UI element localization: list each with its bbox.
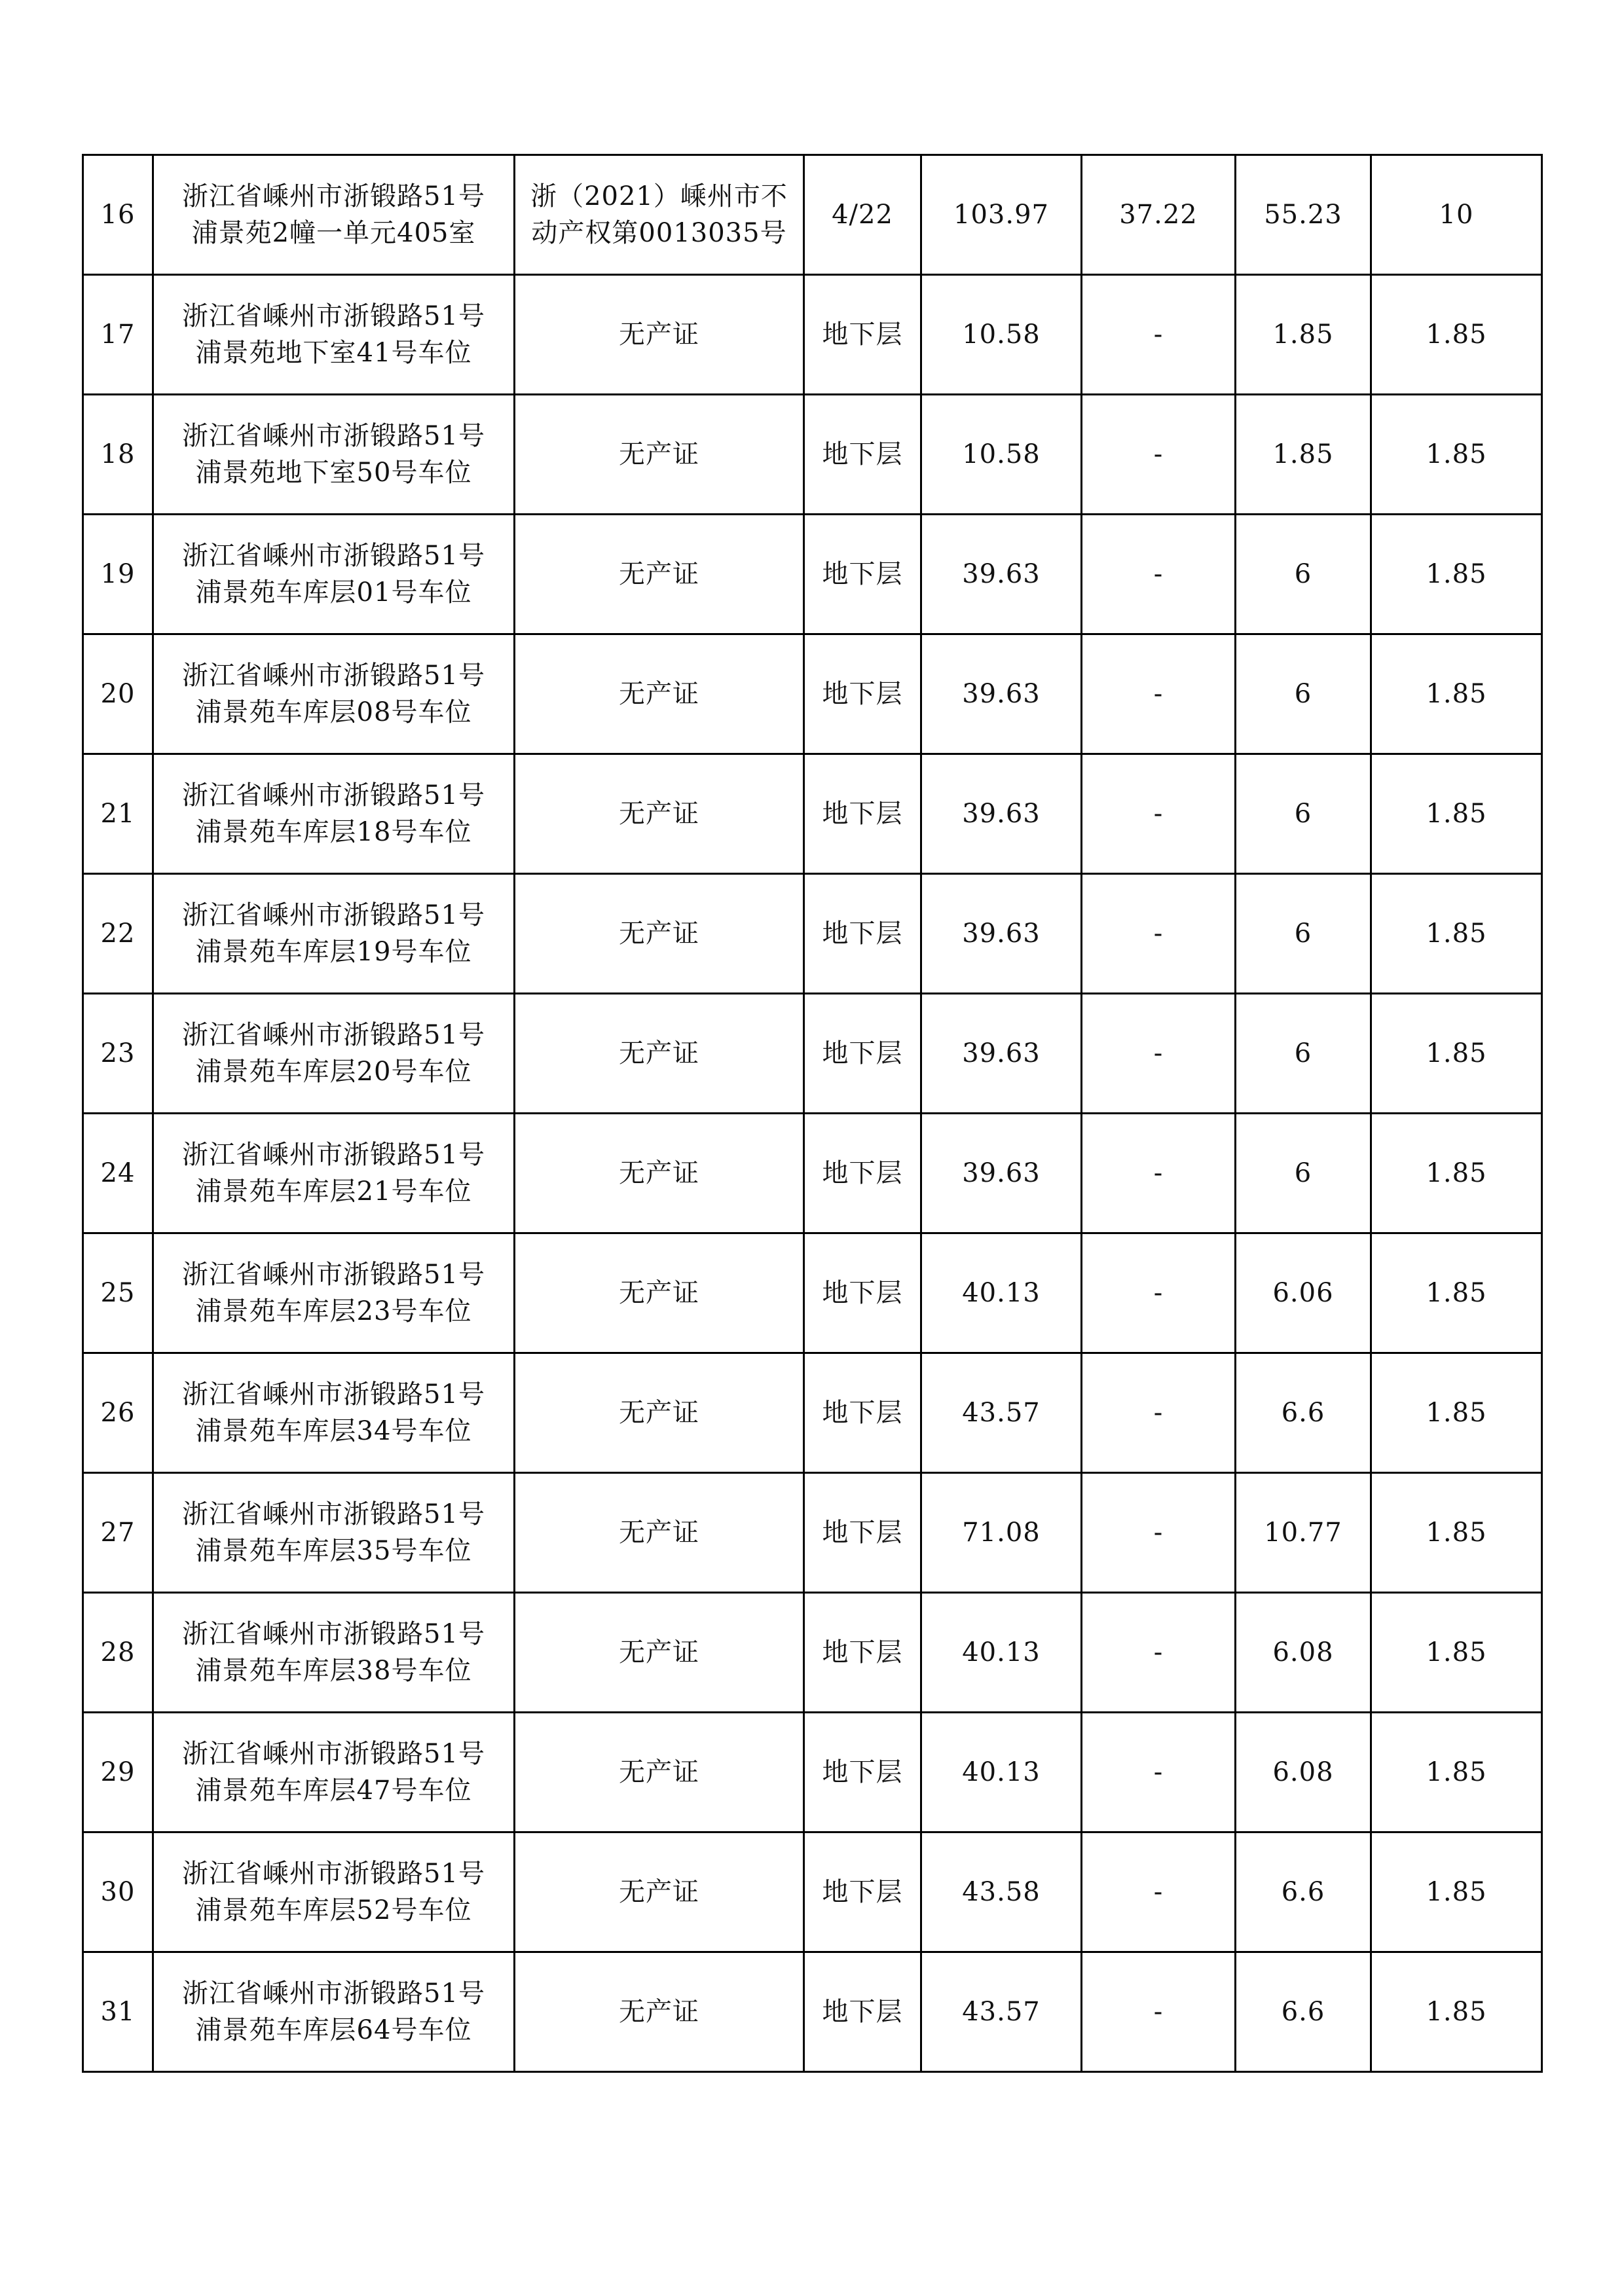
value-col6-cell: 6.06	[1236, 1233, 1371, 1353]
value-col6-cell: 6.08	[1236, 1593, 1371, 1713]
value-col6-cell: 6	[1236, 994, 1371, 1114]
table-row	[83, 874, 1542, 994]
value-col7-cell: 1.85	[1371, 1713, 1542, 1832]
certificate-line: 动产权第0013035号	[531, 218, 787, 248]
table-row	[83, 1473, 1542, 1593]
table-row	[83, 1593, 1542, 1713]
address-cell	[153, 994, 515, 1114]
value-col6-cell: 6	[1236, 634, 1371, 754]
table-row	[83, 1832, 1542, 1952]
row-number-cell: 22	[83, 874, 153, 994]
address-line: 浦景苑地下室41号车位	[195, 338, 472, 368]
address-cell	[153, 1713, 515, 1832]
address-cell	[153, 395, 515, 515]
value-col6-cell: 10.77	[1236, 1473, 1371, 1593]
area-cell: 39.63	[921, 634, 1082, 754]
floor-cell: 地下层	[804, 994, 921, 1114]
land-area-cell: -	[1082, 1832, 1236, 1952]
value-col6-cell: 6.08	[1236, 1713, 1371, 1832]
area-cell: 103.97	[921, 155, 1082, 275]
value-col6-cell: 6	[1236, 1114, 1371, 1233]
address-line: 浙江省嵊州市浙锻路51号	[182, 1978, 485, 2009]
certificate-cell	[515, 1353, 804, 1473]
value-col7-cell: 1.85	[1371, 1593, 1542, 1713]
land-area-cell: -	[1082, 1952, 1236, 2072]
value-col7-cell: 1.85	[1371, 874, 1542, 994]
certificate-cell	[515, 1233, 804, 1353]
certificate-cell	[515, 1473, 804, 1593]
area-cell: 43.57	[921, 1952, 1082, 2072]
row-number-cell: 29	[83, 1713, 153, 1832]
address-line: 浙江省嵊州市浙锻路51号	[182, 541, 485, 571]
certificate-cell	[515, 1114, 804, 1233]
land-area-cell: -	[1082, 1473, 1236, 1593]
certificate-line: 无产证	[619, 559, 699, 589]
row-number-cell: 30	[83, 1832, 153, 1952]
certificate-line: 无产证	[619, 439, 699, 469]
land-area-cell: 37.22	[1082, 155, 1236, 275]
value-col6-cell: 6	[1236, 754, 1371, 874]
address-line: 浙江省嵊州市浙锻路51号	[182, 1859, 485, 1889]
floor-cell: 地下层	[804, 395, 921, 515]
value-col6-cell: 6.6	[1236, 1952, 1371, 2072]
row-number-cell: 16	[83, 155, 153, 275]
row-number-cell: 20	[83, 634, 153, 754]
land-area-cell: -	[1082, 994, 1236, 1114]
table-body	[83, 155, 1542, 2072]
land-area-cell: -	[1082, 275, 1236, 395]
address-cell	[153, 754, 515, 874]
certificate-cell	[515, 275, 804, 395]
address-line: 浦景苑2幢一单元405室	[191, 218, 476, 248]
area-cell: 43.57	[921, 1353, 1082, 1473]
address-line: 浦景苑车库层38号车位	[195, 1656, 472, 1686]
certificate-line: 无产证	[619, 1038, 699, 1068]
certificate-line: 无产证	[619, 1278, 699, 1308]
value-col7-cell: 1.85	[1371, 1473, 1542, 1593]
table-row	[83, 754, 1542, 874]
floor-cell: 地下层	[804, 1832, 921, 1952]
area-cell: 39.63	[921, 1114, 1082, 1233]
area-cell: 10.58	[921, 275, 1082, 395]
address-line: 浙江省嵊州市浙锻路51号	[182, 301, 485, 331]
land-area-cell: -	[1082, 1114, 1236, 1233]
address-cell	[153, 155, 515, 275]
land-area-cell: -	[1082, 1593, 1236, 1713]
area-cell: 10.58	[921, 395, 1082, 515]
property-table	[82, 154, 1543, 2073]
certificate-line: 无产证	[619, 1757, 699, 1787]
address-line: 浦景苑车库层34号车位	[195, 1416, 472, 1446]
value-col7-cell: 1.85	[1371, 634, 1542, 754]
value-col7-cell: 1.85	[1371, 994, 1542, 1114]
table-row	[83, 1353, 1542, 1473]
row-number-cell: 21	[83, 754, 153, 874]
certificate-line: 无产证	[619, 1518, 699, 1548]
value-col7-cell: 10	[1371, 155, 1542, 275]
area-cell: 43.58	[921, 1832, 1082, 1952]
land-area-cell: -	[1082, 874, 1236, 994]
address-line: 浙江省嵊州市浙锻路51号	[182, 1140, 485, 1170]
value-col7-cell: 1.85	[1371, 1114, 1542, 1233]
value-col6-cell: 6.6	[1236, 1832, 1371, 1952]
row-number-cell: 31	[83, 1952, 153, 2072]
value-col7-cell: 1.85	[1371, 515, 1542, 634]
address-cell	[153, 1832, 515, 1952]
certificate-line: 无产证	[619, 1398, 699, 1428]
land-area-cell: -	[1082, 1713, 1236, 1832]
address-cell	[153, 1233, 515, 1353]
address-line: 浦景苑车库层23号车位	[195, 1296, 472, 1326]
value-col6-cell: 1.85	[1236, 395, 1371, 515]
row-number-cell: 24	[83, 1114, 153, 1233]
certificate-cell	[515, 874, 804, 994]
land-area-cell: -	[1082, 1233, 1236, 1353]
address-line: 浦景苑地下室50号车位	[195, 458, 472, 488]
certificate-cell	[515, 515, 804, 634]
certificate-line: 无产证	[619, 679, 699, 709]
address-line: 浙江省嵊州市浙锻路51号	[182, 1499, 485, 1529]
address-cell	[153, 1473, 515, 1593]
area-cell: 71.08	[921, 1473, 1082, 1593]
table-row	[83, 515, 1542, 634]
floor-cell: 地下层	[804, 874, 921, 994]
table-row	[83, 395, 1542, 515]
floor-cell: 地下层	[804, 1473, 921, 1593]
area-cell: 40.13	[921, 1233, 1082, 1353]
certificate-cell	[515, 1593, 804, 1713]
address-line: 浦景苑车库层21号车位	[195, 1176, 472, 1207]
table-row	[83, 1713, 1542, 1832]
address-cell	[153, 515, 515, 634]
certificate-line: 无产证	[619, 919, 699, 949]
floor-cell: 地下层	[804, 515, 921, 634]
address-cell	[153, 1114, 515, 1233]
certificate-line: 无产证	[619, 319, 699, 350]
land-area-cell: -	[1082, 754, 1236, 874]
address-line: 浙江省嵊州市浙锻路51号	[182, 1020, 485, 1050]
table-row	[83, 994, 1542, 1114]
address-line: 浦景苑车库层18号车位	[195, 817, 472, 847]
row-number-cell: 25	[83, 1233, 153, 1353]
address-line: 浙江省嵊州市浙锻路51号	[182, 900, 485, 930]
address-line: 浦景苑车库层01号车位	[195, 577, 472, 608]
value-col7-cell: 1.85	[1371, 1233, 1542, 1353]
floor-cell: 地下层	[804, 275, 921, 395]
address-line: 浙江省嵊州市浙锻路51号	[182, 780, 485, 811]
area-cell: 39.63	[921, 515, 1082, 634]
address-line: 浙江省嵊州市浙锻路51号	[182, 661, 485, 691]
certificate-cell	[515, 155, 804, 275]
address-line: 浙江省嵊州市浙锻路51号	[182, 1379, 485, 1410]
certificate-line: 无产证	[619, 1997, 699, 2027]
address-line: 浦景苑车库层47号车位	[195, 1776, 472, 1806]
address-line: 浙江省嵊州市浙锻路51号	[182, 1260, 485, 1290]
address-line: 浦景苑车库层08号车位	[195, 697, 472, 727]
address-line: 浦景苑车库层20号车位	[195, 1057, 472, 1087]
floor-cell: 地下层	[804, 634, 921, 754]
certificate-cell	[515, 994, 804, 1114]
address-line: 浦景苑车库层52号车位	[195, 1895, 472, 1925]
value-col7-cell: 1.85	[1371, 1952, 1542, 2072]
land-area-cell: -	[1082, 515, 1236, 634]
certificate-line: 无产证	[619, 1877, 699, 1907]
certificate-cell	[515, 1832, 804, 1952]
value-col7-cell: 1.85	[1371, 1832, 1542, 1952]
land-area-cell: -	[1082, 395, 1236, 515]
address-line: 浙江省嵊州市浙锻路51号	[182, 1739, 485, 1769]
address-line: 浦景苑车库层19号车位	[195, 937, 472, 967]
address-line: 浙江省嵊州市浙锻路51号	[182, 181, 485, 211]
certificate-cell	[515, 634, 804, 754]
row-number-cell: 23	[83, 994, 153, 1114]
row-number-cell: 26	[83, 1353, 153, 1473]
row-number-cell: 19	[83, 515, 153, 634]
certificate-line: 无产证	[619, 1158, 699, 1188]
value-col6-cell: 55.23	[1236, 155, 1371, 275]
row-number-cell: 27	[83, 1473, 153, 1593]
area-cell: 39.63	[921, 994, 1082, 1114]
address-line: 浦景苑车库层35号车位	[195, 1536, 472, 1566]
row-number-cell: 28	[83, 1593, 153, 1713]
floor-cell: 地下层	[804, 1233, 921, 1353]
value-col6-cell: 6	[1236, 515, 1371, 634]
table-row	[83, 634, 1542, 754]
floor-cell: 地下层	[804, 1952, 921, 2072]
table-row	[83, 275, 1542, 395]
certificate-line: 无产证	[619, 799, 699, 829]
floor-cell: 地下层	[804, 1114, 921, 1233]
table-row	[83, 1952, 1542, 2072]
table-row	[83, 155, 1542, 275]
address-line: 浙江省嵊州市浙锻路51号	[182, 421, 485, 451]
address-line: 浦景苑车库层64号车位	[195, 2015, 472, 2045]
value-col6-cell: 6.6	[1236, 1353, 1371, 1473]
floor-cell: 地下层	[804, 1713, 921, 1832]
address-cell	[153, 1952, 515, 2072]
certificate-cell	[515, 1952, 804, 2072]
address-cell	[153, 634, 515, 754]
certificate-line: 浙（2021）嵊州市不	[530, 181, 788, 211]
table-row	[83, 1114, 1542, 1233]
address-cell	[153, 874, 515, 994]
floor-cell: 地下层	[804, 1353, 921, 1473]
row-number-cell: 18	[83, 395, 153, 515]
address-cell	[153, 1353, 515, 1473]
land-area-cell: -	[1082, 634, 1236, 754]
land-area-cell: -	[1082, 1353, 1236, 1473]
floor-cell: 地下层	[804, 754, 921, 874]
floor-cell: 4/22	[804, 155, 921, 275]
row-number-cell: 17	[83, 275, 153, 395]
area-cell: 39.63	[921, 874, 1082, 994]
area-cell: 40.13	[921, 1593, 1082, 1713]
address-cell	[153, 275, 515, 395]
value-col6-cell: 6	[1236, 874, 1371, 994]
area-cell: 40.13	[921, 1713, 1082, 1832]
address-line: 浙江省嵊州市浙锻路51号	[182, 1619, 485, 1649]
certificate-cell	[515, 1713, 804, 1832]
value-col7-cell: 1.85	[1371, 395, 1542, 515]
value-col7-cell: 1.85	[1371, 1353, 1542, 1473]
value-col7-cell: 1.85	[1371, 754, 1542, 874]
value-col6-cell: 1.85	[1236, 275, 1371, 395]
certificate-line: 无产证	[619, 1637, 699, 1667]
address-cell	[153, 1593, 515, 1713]
certificate-cell	[515, 754, 804, 874]
area-cell: 39.63	[921, 754, 1082, 874]
floor-cell: 地下层	[804, 1593, 921, 1713]
value-col7-cell: 1.85	[1371, 275, 1542, 395]
certificate-cell	[515, 395, 804, 515]
table-row	[83, 1233, 1542, 1353]
